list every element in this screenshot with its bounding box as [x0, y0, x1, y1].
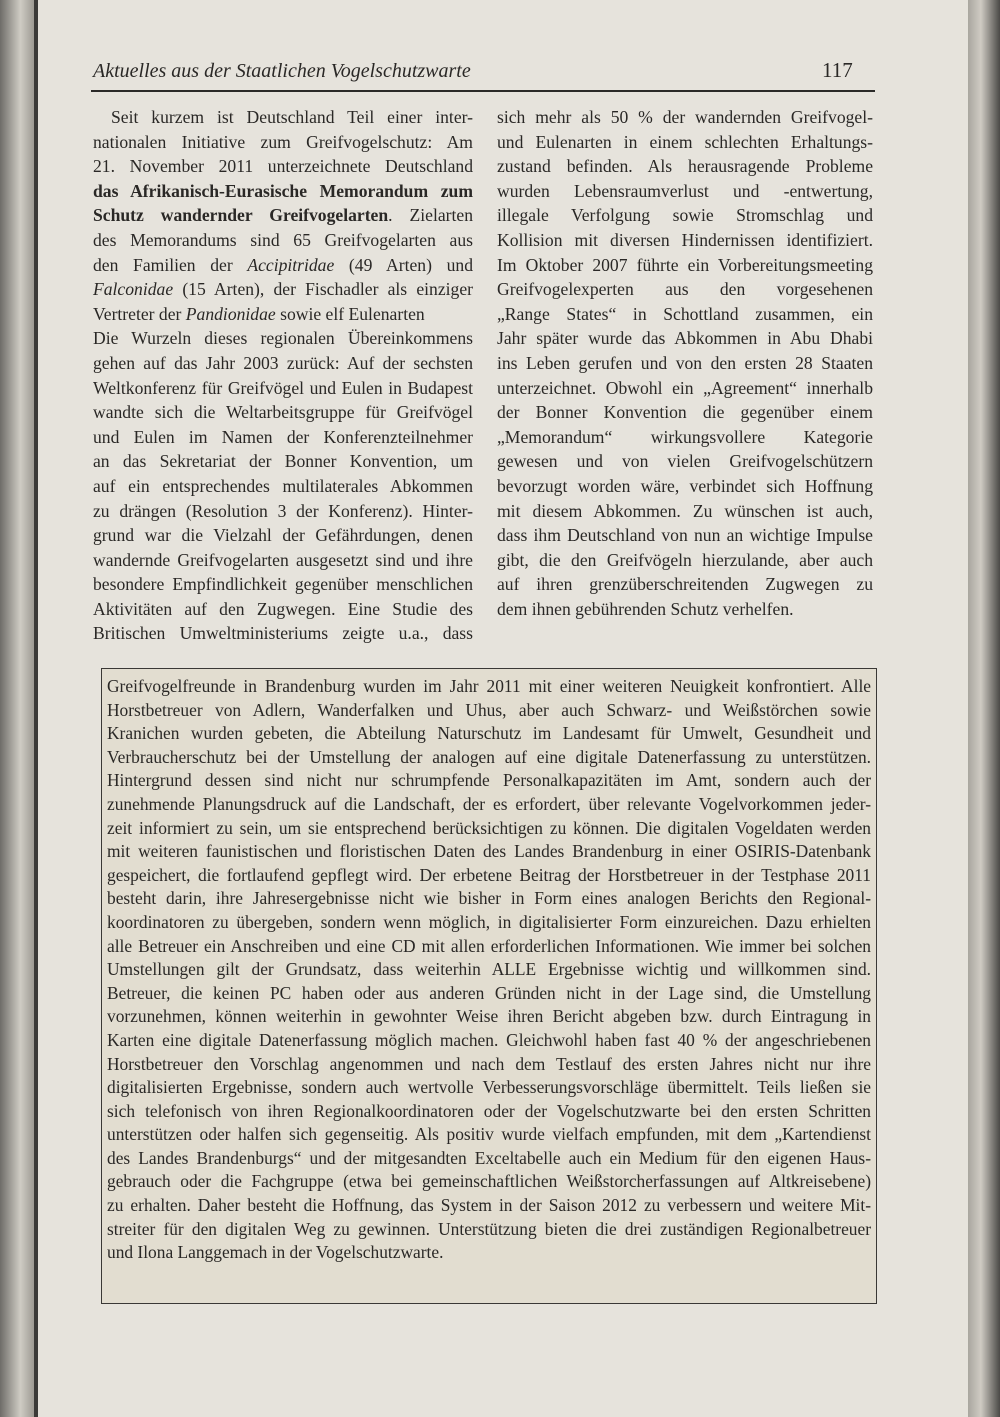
emphasis: Falconidae [93, 279, 174, 300]
text-line: und Ilona Langgemach in der Vogelschutzwarte. [107, 1242, 444, 1263]
text-line: Horstbetreuer von Adlern, Wanderfalken und Uhus, aber auch Schwarz- und Weißstörchen sowie [107, 699, 871, 720]
text-line: wurden Lebensraumverlust und -entwertung, [497, 180, 873, 201]
text-line: „Memorandum“ wirkungsvollere Kategorie [497, 426, 873, 447]
text-line: unterzeichnet. Obwohl ein „Agreement“ innerhalb [497, 377, 873, 398]
text-line: zunehmende Planungsdruck auf die Landschaft, der es erfordert, über relevante Vogelvorkommen jeder- [107, 793, 871, 814]
text-line: unterstützen oder halfen sich gegenseitig. Als positiv wurde vielfach empfunden, mit dem „Kartendienst [107, 1124, 871, 1145]
text-line: gehen auf das Jahr 2003 zurück: Auf der sechsten [93, 352, 473, 373]
text-line: Schutz wandernder Greifvogelarten. Zielarten [93, 205, 473, 226]
text-line: Hintergrund dessen sind nicht nur schrumpfende Personalkapazitäten im Amt, sondern auch der [107, 770, 871, 791]
page-number: 117 [822, 58, 853, 82]
text-line: gebrauch oder die Fachgruppe (etwa bei gemeinschaftlichen Weißstorcherfassungen auf Altkreisebene) [107, 1171, 871, 1192]
text-line: streiter für den digitalen Weg zu gewinnen. Unterstützung bieten die drei zuständigen Regionalbetreuer [107, 1218, 871, 1239]
text-line: 21. November 2011 unterzeichnete Deutschland [93, 156, 473, 177]
header-rule [91, 90, 875, 92]
text-line: Jahr später wurde das Abkommen in Abu Dhabi [497, 328, 873, 349]
text-line: zeit informiert zu sein, um sie entsprechend berücksichtigen zu können. Die digitalen Vogeldaten werden [107, 817, 871, 838]
text-line: besteht darin, ihre Jahresergebnisse nicht wie bisher in Form eines analogen Berichts den Regional- [107, 888, 871, 909]
text-line: Kollision mit diversen Hindernissen identifiziert. [497, 229, 873, 250]
text-line: sich mehr als 50 % der wandernden Greifvogel- [497, 107, 873, 127]
text-line: den Familien der Accipitridae (49 Arten) und [93, 254, 473, 275]
text-line: Die Wurzeln dieses regionalen Übereinkommens [93, 328, 473, 349]
info-box-text [107, 675, 871, 1265]
text-line: Verbraucherschutz bei der Umstellung der analogen auf eine digitale Datenerfassung zu unterstützen. [107, 746, 871, 767]
running-header: Aktuelles aus der Staatlichen Vogelschutzwarte [93, 60, 471, 82]
info-box [101, 668, 877, 1304]
page-edge [968, 0, 1000, 1417]
text-line: Falconidae (15 Arten), der Fischadler als einziger [93, 279, 473, 300]
text-line: mit diesem Abkommen. Zu wünschen ist auch, [497, 500, 873, 521]
text-line: „Range States“ in Schottland zusammen, ein [497, 303, 873, 324]
text-line: Weltkonferenz für Greifvögel und Eulen in Budapest [93, 377, 473, 398]
text-line: auf ein entsprechendes multilaterales Abkommen [93, 475, 473, 496]
right-column [497, 105, 873, 621]
text-line: Karten eine digitale Datenerfassung möglich machen. Gleichwohl haben fast 40 % der angeschriebenen [107, 1029, 871, 1050]
text-line: nationalen Initiative zum Greifvogelschutz: Am [93, 131, 473, 152]
text-line: und Eulen im Namen der Konferenzteilnehmer [93, 426, 473, 447]
text-line: wandte sich die Weltarbeitsgruppe für Greifvögel [93, 402, 473, 423]
text-line: gibt, die den Greifvögeln hierzulande, aber auch [497, 549, 873, 570]
text-line: Aktivitäten auf den Zugwegen. Eine Studie des [93, 598, 473, 619]
text-line: Britischen Umweltministeriums zeigte u.a., dass [93, 623, 473, 644]
text-line: koordinatoren zu übergeben, sondern wenn möglich, in digitalisierter Form einzureichen. Dazu erhielten [107, 911, 871, 932]
emphasis: Schutz wandernder Greifvogelarten [93, 205, 389, 226]
text-line: dass ihm Deutschland von nun an wichtige Impulse [497, 525, 873, 546]
text-line: Greifvogelexperten aus den vorgesehenen [497, 279, 873, 300]
facing-page-edge [0, 0, 34, 1417]
emphasis: Accipitridae [247, 254, 335, 275]
text-line: zustand befinden. Als herausragende Probleme [497, 156, 873, 177]
text-line: mit weiteren faunistischen und floristischen Daten des Landes Brandenburg in einer OSIRIS-Datenbank [107, 841, 871, 862]
text-line: der Bonner Konvention die gegenüber einem [497, 402, 873, 423]
emphasis: das Afrikanisch-Eurasische Memorandum zum [93, 180, 473, 201]
text-line: ins Leben gerufen und von den ersten 28 Staaten [497, 352, 873, 373]
text-line: bevorzugt worden wäre, verbindet sich Hoffnung [497, 475, 873, 496]
text-line: gewesen und von vielen Greifvogelschützern [497, 451, 873, 472]
text-line [93, 179, 473, 204]
text-line: sich telefonisch von ihren Regionalkoordinatoren oder der Vogelschutzwarte bei den ersten Schritten [107, 1100, 871, 1121]
text-line: Im Oktober 2007 führte ein Vorbereitungsmeeting [497, 254, 873, 275]
text-line: Greifvogelfreunde in Brandenburg wurden im Jahr 2011 mit einer weiteren Neuigkeit konfrontiert. Alle [107, 676, 871, 696]
text-line: Vertreter der Pandionidae sowie elf Eulenarten [93, 303, 425, 324]
text-line: Betreuer, die keinen PC haben oder aus anderen Gründen nicht in der Lage sind, die Umstellung [107, 982, 871, 1003]
text-line: Umstellungen gilt der Grundsatz, dass weiterhin ALLE Ergebnisse wichtig und willkommen sind. [107, 959, 871, 980]
text-line: zu erhalten. Daher besteht die Hoffnung, das System in der Saison 2012 zu verbessern und weitere Mit- [107, 1195, 871, 1216]
text-line: dem ihnen gebührenden Schutz verhelfen. [497, 598, 794, 619]
text-line: Kranichen wurden gebeten, die Abteilung Naturschutz im Landesamt für Umwelt, Gesundheit und [107, 723, 871, 744]
text-line: wandernde Greifvogelarten ausgesetzt sind und ihre [93, 549, 473, 570]
text-line: gespeichert, die fortlaufend gepflegt wird. Der erbetene Beitrag der Horstbetreuer in der Testphase 2011 [107, 864, 871, 885]
text-line: grund war die Vielzahl der Gefährdungen, denen [93, 525, 473, 546]
text-line: an das Sekretariat der Bonner Konvention, um [93, 451, 473, 472]
text-line: besondere Empfindlichkeit gegenüber menschlichen [93, 574, 473, 595]
emphasis: Pandionidae [185, 303, 276, 324]
text-line: und Eulenarten in einem schlechten Erhaltungs- [497, 131, 873, 152]
text-line: illegale Verfolgung sowie Stromschlag und [497, 205, 873, 226]
text-line: vorzunehmen, können weiterhin in gewohnter Weise ihren Bericht abgeben bzw. durch Eintragung in [107, 1006, 871, 1027]
text-line: des Memorandums sind 65 Greifvogelarten aus [93, 229, 473, 250]
text-line: Horstbetreuer den Vorschlag angenommen und nach dem Testlauf des ersten Jahres nicht nur ihre [107, 1053, 871, 1074]
left-column [93, 105, 473, 646]
text-line: auf ihren grenzüberschreitenden Zugwegen zu [497, 574, 873, 595]
text-line: digitalisierten Ergebnisse, sondern auch wertvolle Verbesserungsvorschläge übermittelt. Teils ließen sie [107, 1077, 871, 1098]
text-line: Seit kurzem ist Deutschland Teil einer inter- [111, 107, 473, 127]
text-line: alle Betreuer ein Anschreiben und eine CD mit allen erforderlichen Informationen. Wie immer bei solchen [107, 935, 871, 956]
text-line: zu drängen (Resolution 3 der Konferenz). Hinter- [93, 500, 473, 521]
text-line: des Landes Brandenburgs“ und der mitgesandten Exceltabelle auch ein Medium für den eigenen Haus- [107, 1147, 871, 1168]
